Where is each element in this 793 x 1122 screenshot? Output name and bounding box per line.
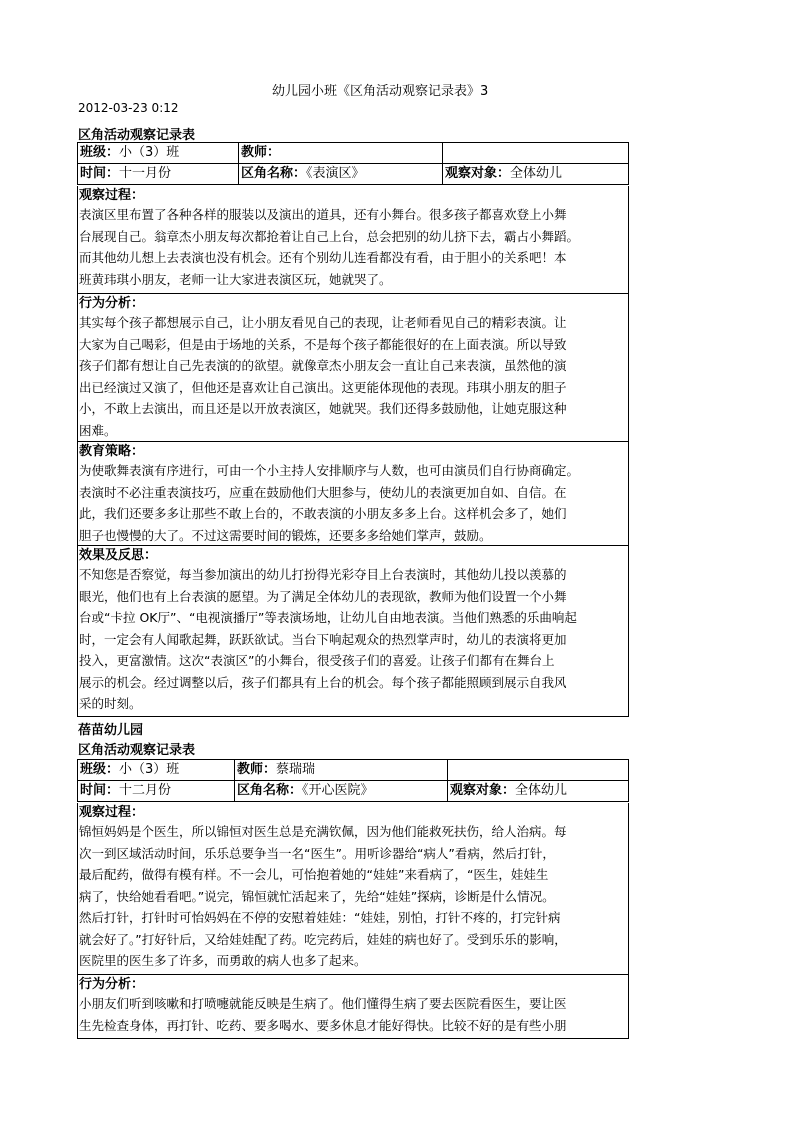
form1-strategy-line: 表演时不必注重表演技巧，应重在鼓励他们大胆参与，使幼儿的表演更加自如、自信。在 bbox=[79, 484, 567, 500]
form2-observation-section bbox=[77, 803, 629, 975]
form1-class-cell bbox=[78, 143, 239, 164]
form2-class-value: 小（3）班 bbox=[119, 762, 180, 777]
form2-info-row-2 bbox=[78, 781, 629, 802]
form1-strategy-line: 此，我们还要多多让那些不敢上台的，不敢表演的小朋友多多上台。这样机会多了，她们 bbox=[79, 506, 567, 521]
form1-time-label: 时间： bbox=[80, 166, 120, 181]
form2-observation-line: 医院里的医生多了许多，而勇敢的病人也多了起来。 bbox=[79, 953, 367, 968]
form2-observation-line: 病了，快给她看看吧。”说完，锦恒就忙活起来了，先给“娃娃”探病，诊断是什么情况。 bbox=[79, 888, 555, 904]
form2-teacher-value: 蔡瑞瑞 bbox=[276, 762, 316, 777]
document-date: 2012-03-23 0:12 bbox=[78, 101, 179, 115]
form1-reflection-line: 投入，更富激情。这次“表演区”的小舞台，很受孩子们的喜爱。让孩子们都有在舞台上 bbox=[79, 653, 555, 668]
form1-reflection-line: 不知您是否察觉，每当参加演出的幼儿打扮得光彩夺目上台表演时，其他幼儿投以羡慕的 bbox=[79, 567, 567, 582]
form1-observation-section bbox=[77, 186, 629, 294]
form1-observation-label: 观察过程： bbox=[79, 188, 145, 203]
form2-school-name: 蓓苗幼儿园 bbox=[78, 723, 144, 738]
form1-class-value: 小（3）班 bbox=[119, 145, 180, 160]
form1-reflection-line: 时，一定会有人闻歌起舞，跃跃欲试。当台下响起观众的热烈掌声时，幼儿的表演将更加 bbox=[79, 631, 567, 647]
form2-observation-line: 锦恒妈妈是个医生，所以锦恒对医生总是充满钦佩，因为他们能救死扶伤，给人治病。每 bbox=[79, 824, 567, 839]
form1-analysis-line: 困难。 bbox=[79, 422, 117, 438]
form1-empty-cell bbox=[443, 143, 629, 164]
form1-target-cell bbox=[443, 164, 629, 185]
form1-strategy-line: 胆子也慢慢的大了。不过这需要时间的锻炼，还要多多给她们掌声，鼓励。 bbox=[79, 527, 492, 543]
form2-area-value: 《开心医院》 bbox=[302, 783, 374, 798]
form1-strategy-line: 为使歌舞表演有序进行，可由一个小主持人安排顺序与人数，也可由演员们自行协商确定。 bbox=[79, 463, 580, 478]
form1-time-value: 十一月份 bbox=[119, 166, 172, 181]
form2-teacher-label: 教师： bbox=[237, 762, 277, 777]
form2-area-label: 区角名称： bbox=[237, 783, 303, 798]
form1-class-label: 班级： bbox=[80, 145, 120, 160]
form1-strategy-label: 教育策略： bbox=[79, 444, 145, 459]
form1-observation-line: 台展现自己。翁章杰小朋友每次都抢着让自己上台，总会把别的幼儿挤下去，霸占小舞蹈。 bbox=[79, 228, 580, 244]
form1-reflection-line: 台或“卡拉 OK厅”、“电视演播厅”等表演场地，让幼儿自由地表演。当他们熟悉的乐曲响起 bbox=[79, 610, 577, 625]
form1-heading: 区角活动观察记录表 bbox=[78, 128, 196, 143]
form1-analysis-line: 其实每个孩子都想展示自己，让小朋友看见自己的表现，让老师看见自己的精彩表演。让 bbox=[79, 315, 567, 330]
form1-time-cell bbox=[78, 164, 239, 185]
form2-class-cell bbox=[78, 760, 235, 781]
form2-observation-line: 次一到区域活动时间，乐乐总要争当一名“医生”。用听诊器给“病人”看病，然后打针， bbox=[79, 845, 555, 861]
form1-area-label: 区角名称： bbox=[241, 166, 307, 181]
form1-analysis-section bbox=[77, 294, 629, 442]
form2-target-cell bbox=[448, 781, 629, 802]
form1-reflection-label: 效果及反思： bbox=[79, 548, 158, 563]
form2-analysis-section bbox=[77, 975, 629, 1039]
form1-teacher-cell bbox=[239, 143, 443, 164]
form2-target-label: 观察对象： bbox=[450, 783, 516, 798]
form2-info-row-1 bbox=[78, 760, 629, 781]
form2-time-value: 十二月份 bbox=[119, 783, 172, 798]
form1-observation-line: 班黄玮琪小朋友，老师一让大家进表演区玩，她就哭了。 bbox=[79, 271, 392, 287]
form2-analysis-line: 生先检查身体，再打针、吃药、要多喝水、要多休息才能好得快。比较不好的是有些小朋 bbox=[79, 1017, 567, 1033]
form1-reflection-line: 采的时刻。 bbox=[79, 696, 142, 711]
form1-strategy-section bbox=[77, 442, 629, 546]
form1-reflection-section bbox=[77, 546, 629, 717]
form1-target-value: 全体幼儿 bbox=[510, 166, 563, 181]
form2-observation-label: 观察过程： bbox=[79, 805, 145, 820]
form1-analysis-line: 小，不敢上去演出，而且还是以开放表演区，她就哭。我们还得多鼓励他，让她克服这种 bbox=[79, 401, 567, 416]
form2-time-cell bbox=[78, 781, 235, 802]
form1-info-table bbox=[77, 142, 629, 185]
form1-analysis-line: 孩子们都有想让自己先表演的的欲望。就像章杰小朋友会一直让自己来表演，虽然他的演 bbox=[79, 358, 567, 373]
form2-observation-line: 最后配药，做得有模有样。不一会儿，可怡抱着她的“娃娃”来看病了，“医生，娃娃生 bbox=[79, 867, 549, 882]
document-title: 幼儿园小班《区角活动观察记录表》3 bbox=[272, 84, 489, 99]
form2-analysis-line: 小朋友们听到咳嗽和打喷嚏就能反映是生病了。他们懂得生病了要去医院看医生，要让医 bbox=[79, 996, 567, 1011]
form2-class-label: 班级： bbox=[80, 762, 120, 777]
form2-teacher-cell bbox=[235, 760, 448, 781]
form2-info-table bbox=[77, 759, 629, 802]
form1-observation-line: 表演区里布置了各种各样的服装以及演出的道具，还有小舞台。很多孩子都喜欢登上小舞 bbox=[79, 207, 567, 222]
form1-observation-line: 而其他幼儿想上去表演也没有机会。还有个别幼儿连看都没有看，由于胆小的关系吧！本 bbox=[79, 250, 567, 265]
form1-target-label: 观察对象： bbox=[445, 166, 511, 181]
form1-analysis-label: 行为分析： bbox=[79, 296, 145, 311]
form1-info-row-2 bbox=[78, 164, 629, 185]
form1-analysis-line: 大家为自己喝彩，但是由于场地的关系，不是每个孩子都能很好的在上面表演。所以导致 bbox=[79, 336, 567, 352]
form1-teacher-label: 教师： bbox=[241, 145, 281, 160]
form1-reflection-line: 展示的机会。经过调整以后，孩子们都具有上台的机会。每个孩子都能照顾到展示自我风 bbox=[79, 674, 567, 690]
form2-time-label: 时间： bbox=[80, 783, 120, 798]
form2-area-cell bbox=[235, 781, 448, 802]
form2-heading: 区角活动观察记录表 bbox=[78, 743, 196, 758]
form2-analysis-label: 行为分析： bbox=[79, 977, 145, 992]
form2-empty-cell bbox=[448, 760, 629, 781]
form1-analysis-line: 出已经演过又演了，但他还是喜欢让自己演出。这更能体现他的表现。玮琪小朋友的胆子 bbox=[79, 379, 567, 395]
form2-observation-line: 然后打针，打针时可怡妈妈在不停的安慰着娃娃：“娃娃，别怕，打针不疼的，打完针病 bbox=[79, 910, 561, 925]
form1-reflection-line: 眼光，他们也有上台表演的愿望。为了满足全体幼儿的表现欲，教师为他们设置一个小舞 bbox=[79, 588, 567, 604]
form1-area-value: 《表演区》 bbox=[306, 166, 365, 181]
form1-info-row-1 bbox=[78, 143, 629, 164]
form2-target-value: 全体幼儿 bbox=[515, 783, 568, 798]
form2-observation-line: 就会好了。”打好针后，又给娃娃配了药。吃完药后，娃娃的病也好了。受到乐乐的影响， bbox=[79, 931, 567, 947]
form1-area-cell bbox=[239, 164, 443, 185]
